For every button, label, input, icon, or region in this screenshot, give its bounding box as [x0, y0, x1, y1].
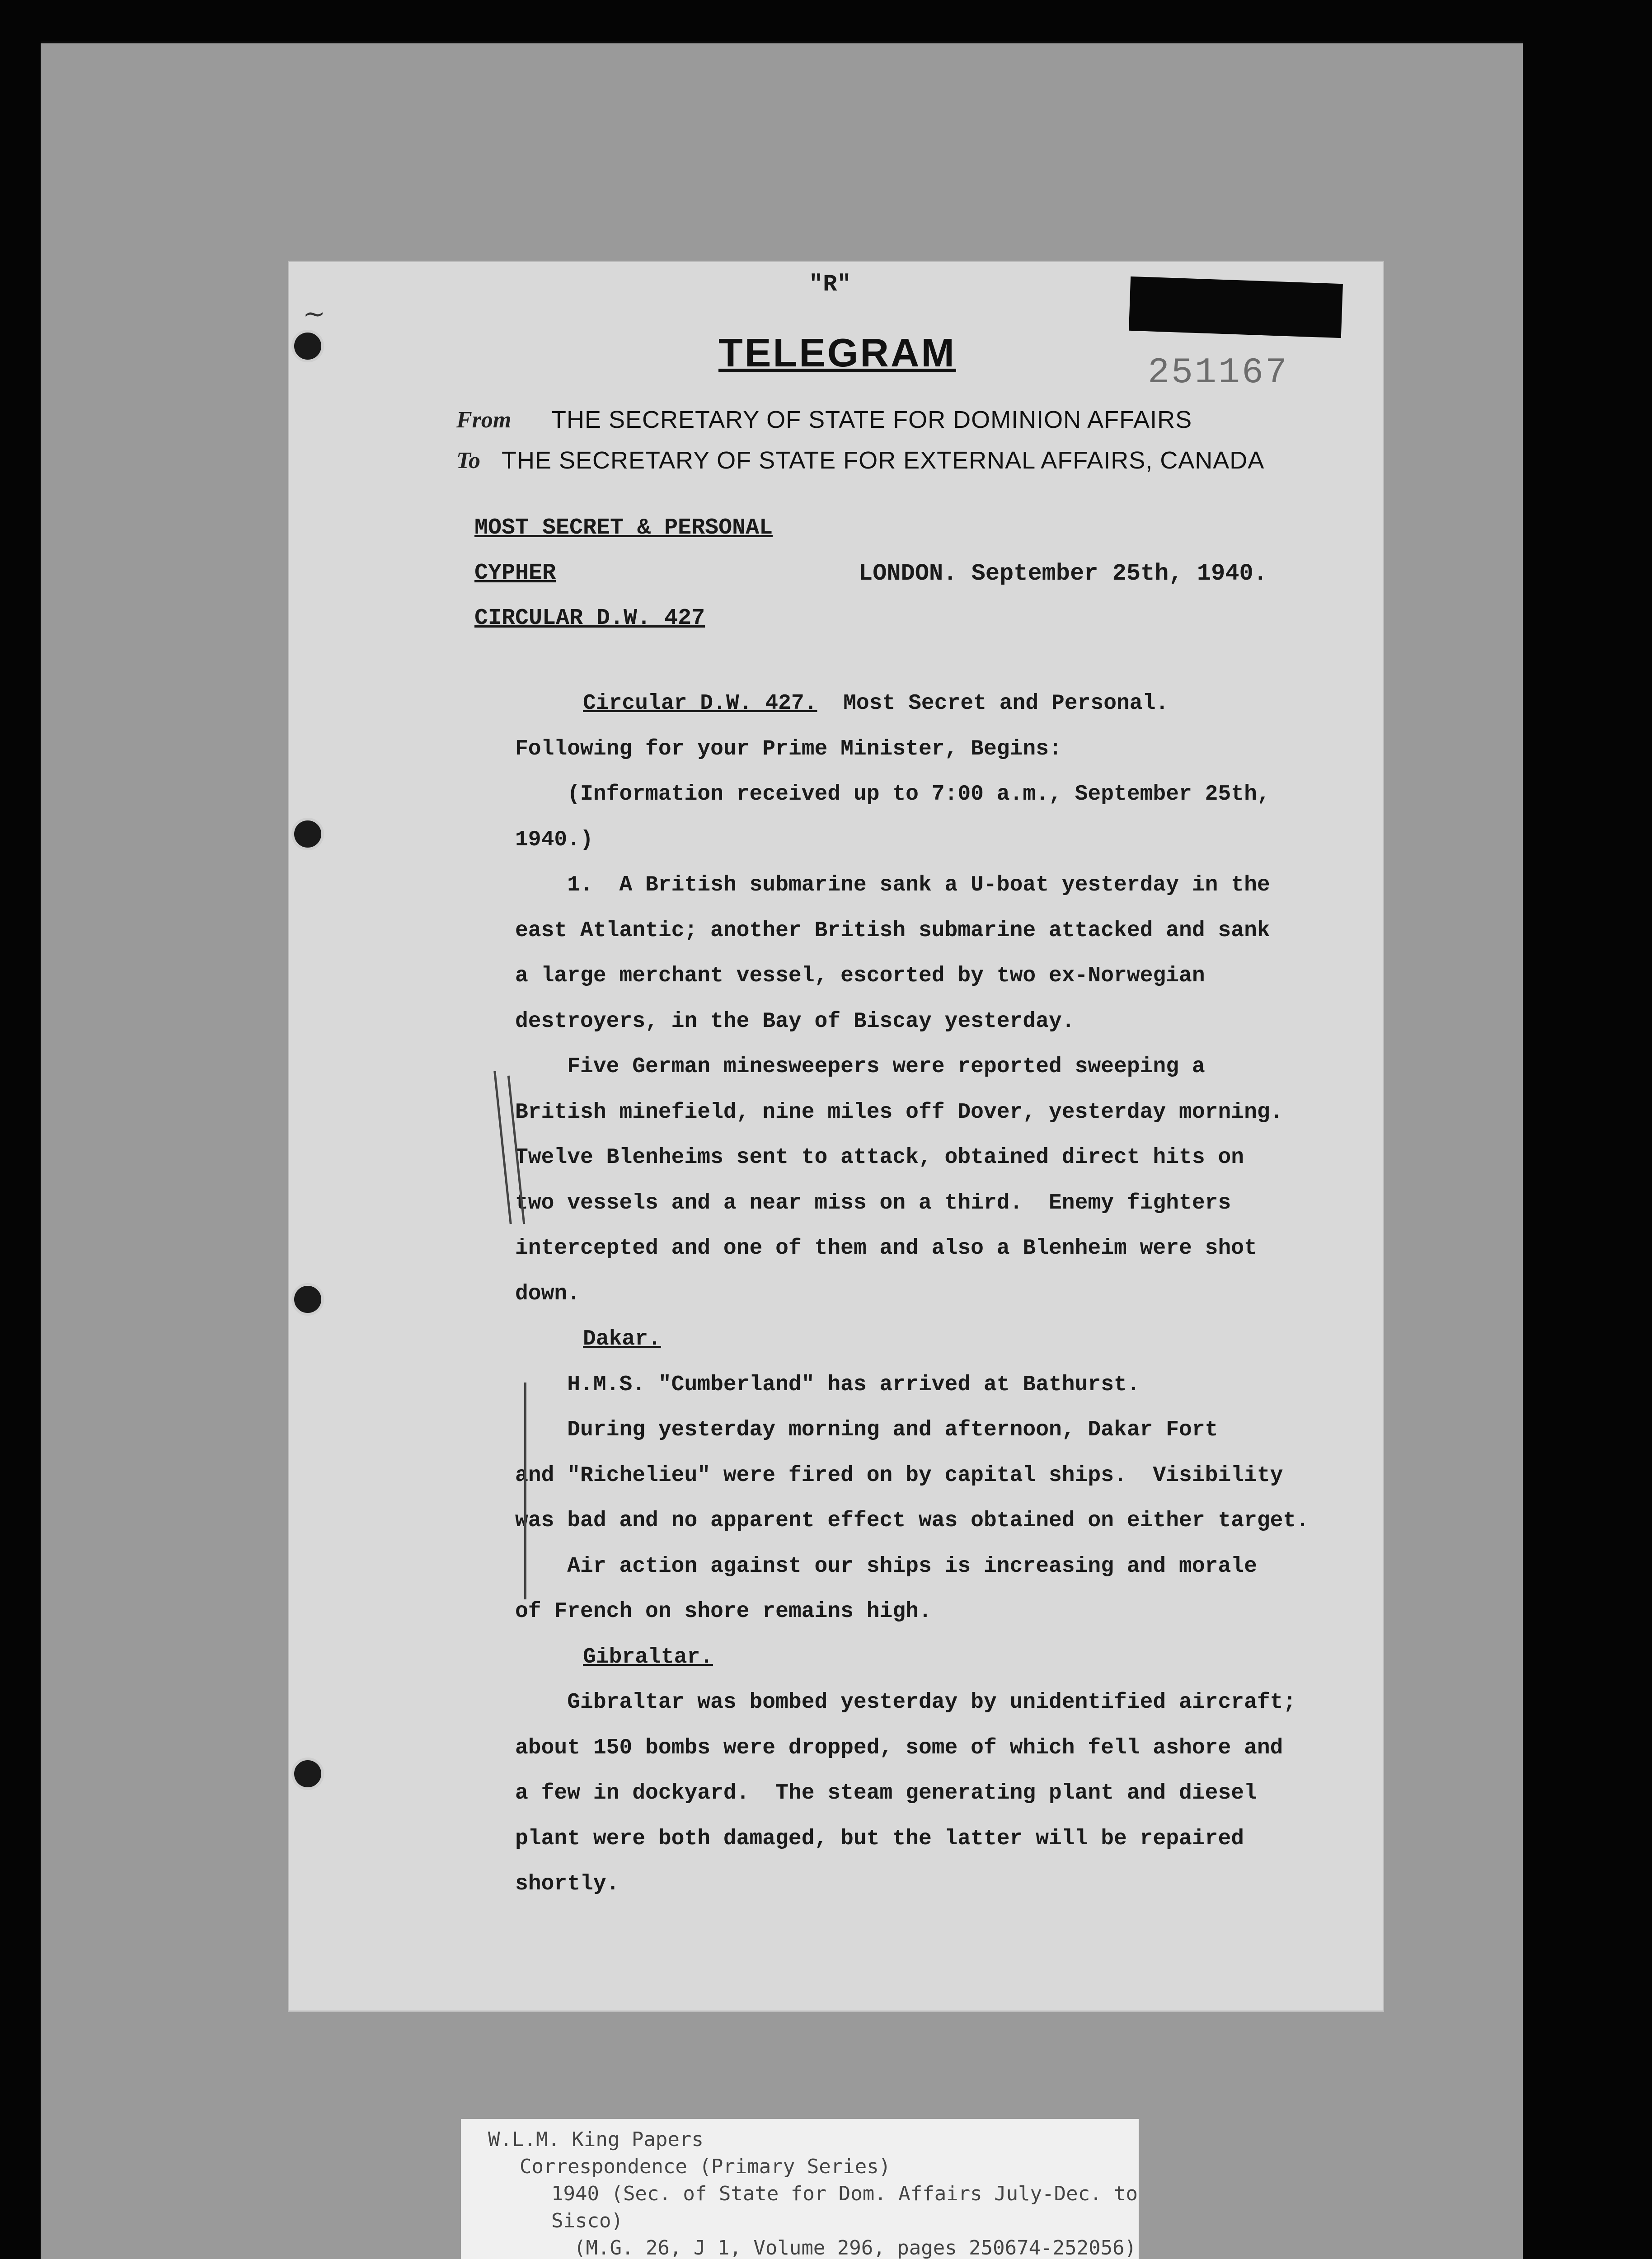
- body-text: intercepted and one of them and also a Blenheim were shot: [515, 1236, 1257, 1261]
- body-text: Following for your Prime Minister, Begins:: [515, 736, 1062, 761]
- place-date: LONDON. September 25th, 1940.: [859, 560, 1267, 587]
- body-line: [515, 1827, 1244, 1851]
- body-text: Air action against our ships is increasing and morale: [515, 1554, 1257, 1579]
- body-line: [515, 1373, 1140, 1397]
- transmission-method: CYPHER: [474, 560, 556, 586]
- archive-label: [461, 2119, 1139, 2259]
- body-text: 1. A British submarine sank a U-boat yesterday in the: [515, 873, 1270, 897]
- body-text: a large merchant vessel, escorted by two ex-Norwegian: [515, 964, 1205, 988]
- body-line: [515, 1282, 580, 1306]
- body-line: [515, 873, 1270, 897]
- body-text: plant were both damaged, but the latter will be repaired: [515, 1826, 1244, 1851]
- archive-label-line: Sisco): [551, 2209, 623, 2232]
- from-value: THE SECRETARY OF STATE FOR DOMINION AFFAIRS: [551, 406, 1192, 433]
- body-text: destroyers, in the Bay of Biscay yesterday.: [515, 1009, 1075, 1034]
- body-text: Gibraltar was bombed yesterday by unidentified aircraft;: [515, 1690, 1296, 1715]
- body-line: [515, 782, 1270, 806]
- body-text: two vessels and a near miss on a third. Enemy fighters: [515, 1190, 1231, 1215]
- handwritten-initials: ~: [303, 298, 326, 330]
- punch-hole: [291, 1283, 324, 1316]
- body-line: [515, 1781, 1257, 1805]
- body-text: Twelve Blenheims sent to attack, obtained direct hits on: [515, 1145, 1244, 1170]
- body-text: of French on shore remains high.: [515, 1599, 932, 1624]
- body-line: [515, 1872, 619, 1896]
- frame-edge-top: [41, 41, 1523, 43]
- body-line: [515, 919, 1270, 943]
- header-mark: "R": [809, 271, 851, 298]
- classification: MOST SECRET & PERSONAL: [474, 515, 773, 541]
- archive-label-line: (M.G. 26, J 1, Volume 296, pages 250674-252056): [574, 2236, 1137, 2259]
- section-heading: Gibraltar.: [583, 1645, 713, 1669]
- body-text: H.M.S. "Cumberland" has arrived at Bathurst.: [515, 1372, 1140, 1397]
- archive-label-line: Correspondence (Primary Series): [520, 2155, 891, 2178]
- body-line: [515, 828, 593, 852]
- body-text: 1940.): [515, 827, 593, 852]
- body-text: about 150 bombs were dropped, some of which fell ashore and: [515, 1735, 1283, 1760]
- body-text: Most Secret and Personal.: [817, 691, 1169, 716]
- body-text: (Information received up to 7:00 a.m., September 25th,: [515, 782, 1270, 806]
- page-title: TELEGRAM: [718, 330, 956, 375]
- margin-marking: [524, 1383, 526, 1599]
- to-label: To: [456, 448, 480, 473]
- body-line: [515, 1509, 1309, 1533]
- body-line: [515, 1055, 1205, 1079]
- body-text: During yesterday morning and afternoon, Dakar Fort: [515, 1418, 1218, 1442]
- body-text: east Atlantic; another British submarine attacked and sank: [515, 918, 1270, 943]
- body-line: [515, 1645, 713, 1669]
- body-line: [515, 1236, 1257, 1261]
- body-line: [515, 691, 1169, 716]
- body-text: a few in dockyard. The steam generating plant and diesel: [515, 1781, 1257, 1805]
- body-text: and "Richelieu" were fired on by capital ships. Visibility: [515, 1463, 1283, 1488]
- body-text: was bad and no apparent effect was obtained on either target.: [515, 1509, 1309, 1533]
- body-text: down.: [515, 1281, 581, 1306]
- body-line: [515, 964, 1205, 988]
- redaction-bar: [1129, 277, 1343, 338]
- body-line: [515, 1009, 1075, 1034]
- body-line: [515, 737, 1062, 761]
- body-text: British minefield, nine miles off Dover, yesterday morning.: [515, 1100, 1283, 1125]
- body-text: Five German minesweepers were reported sweeping a: [515, 1055, 1205, 1079]
- body-line: [515, 1736, 1283, 1760]
- body-line: [515, 1463, 1283, 1488]
- body-line: [515, 1418, 1218, 1442]
- punch-hole: [291, 818, 324, 850]
- body-line: [515, 1599, 932, 1624]
- telegram-page: [289, 262, 1383, 2011]
- stamped-number: 251167: [1148, 352, 1289, 394]
- body-line: [515, 1690, 1296, 1715]
- body-line: [515, 1554, 1257, 1579]
- circular-reference: CIRCULAR D.W. 427: [474, 605, 705, 631]
- body-line: [515, 1327, 661, 1351]
- section-heading: Circular D.W. 427.: [583, 691, 817, 716]
- section-heading: Dakar.: [583, 1327, 661, 1351]
- archive-label-line: 1940 (Sec. of State for Dom. Affairs July-Dec. to: [551, 2182, 1138, 2205]
- body-text: shortly.: [515, 1872, 620, 1896]
- microfilm-frame: [41, 41, 1523, 2259]
- punch-hole: [291, 330, 324, 362]
- archive-label-line: W.L.M. King Papers: [488, 2128, 704, 2151]
- body-line: [515, 1100, 1283, 1125]
- from-label: From: [456, 407, 512, 433]
- punch-hole: [291, 1758, 324, 1790]
- to-value: THE SECRETARY OF STATE FOR EXTERNAL AFFAIRS, CANADA: [502, 447, 1265, 474]
- body-line: [515, 1191, 1231, 1215]
- body-line: [515, 1145, 1244, 1170]
